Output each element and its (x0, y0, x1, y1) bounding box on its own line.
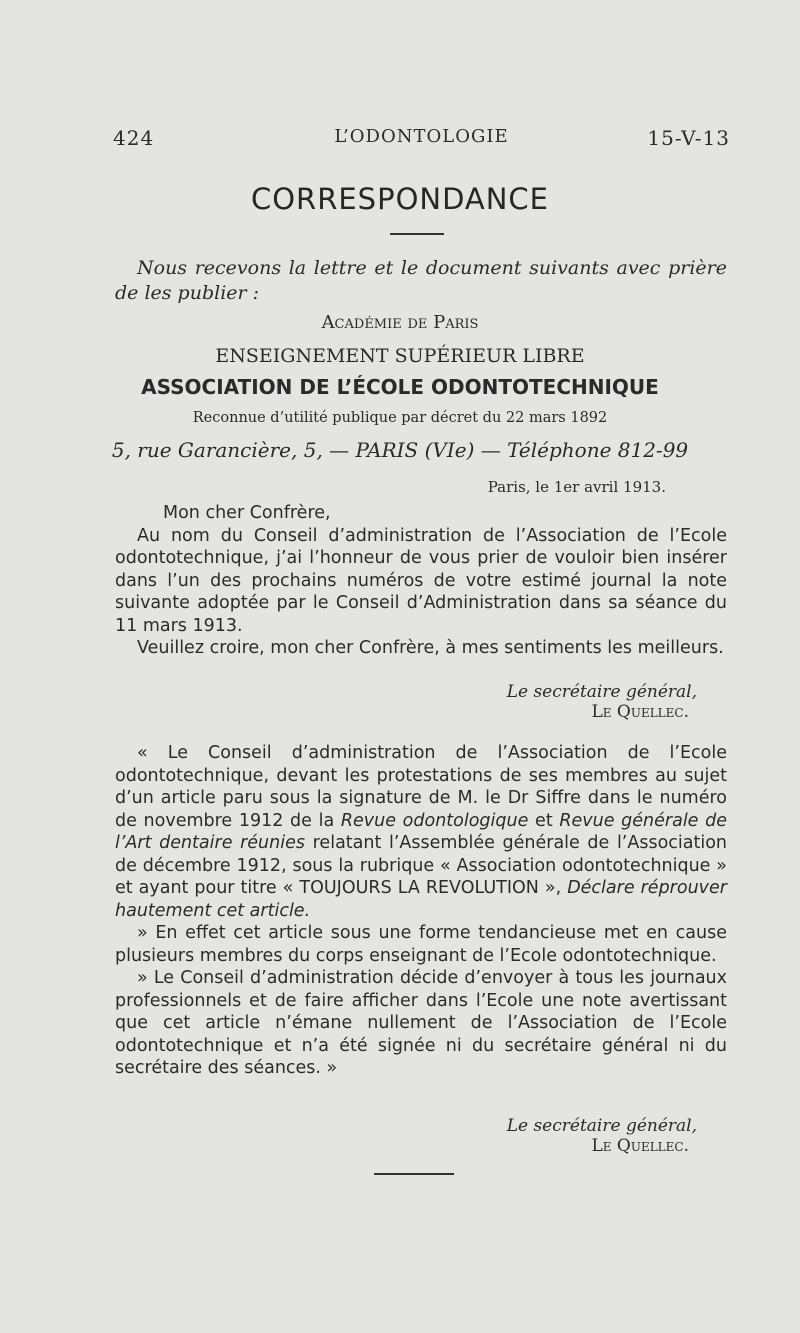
note-declaration: Déclare réprouver hautement cet article. (115, 878, 727, 921)
end-divider (374, 1173, 454, 1175)
journal-title: L’ODONTOLOGIE (334, 126, 509, 147)
note-text: relatant l’Assemblée générale de l’Association de décembre 1912, sous la rubrique « Association odontotechnique » et ayant pour titre « TOUJOURS LA REVOLUTION », (115, 833, 728, 898)
letter-paragraph: Au nom du Conseil d’administration de l’Association de l’Ecole odontotechnique, j’ai l’honneur de vous prier de vouloir bien insérer dans l’un des prochains numéros de votre estimé journal la note suivante adoptée par le Conseil d’Administration dans sa séance du 11 mars 1913. (115, 525, 727, 636)
note-text: « Le Conseil d’administration de l’Association de l’Ecole odontotechnique, devant les protestations de ses membres au sujet d’un article paru sous la signature de M. le Dr Siffre dans le numéro de novembre 1912 de la (115, 743, 727, 831)
note-paragraph-3: » Le Conseil d’administration décide d’envoyer à tous les journaux professionnels et de faire afficher dans l’Ecole une note avertissant que cet article n’émane nullement de l’Association de l’Ecole odontotechnique et n’a été signée ni du secrétaire général ni du secrétaire des séances. » (115, 968, 727, 1078)
running-header (113, 126, 730, 152)
note-body (115, 742, 727, 1080)
letter-closing: Veuillez croire, mon cher Confrère, à mes sentiments les meilleurs. (137, 638, 724, 658)
note-text: et (535, 810, 553, 831)
letter-body (115, 502, 727, 660)
signature-title: Le secrétaire général, (506, 1116, 697, 1136)
note-paragraph-2: » En effet cet article sous une forme tendancieuse met en cause plusieurs membres du corps enseignant de l’Ecole odontotechnique. (115, 923, 727, 966)
review-title: Revue générale de l’Art dentaire réunies (115, 810, 727, 853)
review-title: Revue odontologique (340, 810, 529, 831)
signature-name: Le Quellec. (591, 702, 689, 722)
title-divider (390, 233, 444, 235)
issue-date: 15-V-13 (647, 126, 730, 150)
note-signature (507, 1116, 697, 1156)
letterhead-academie: Académie de Paris (321, 312, 479, 333)
page-number: 424 (113, 126, 155, 150)
signature-name: Le Quellec. (591, 1136, 689, 1156)
letter-date: Paris, le 1er avril 1913. (487, 478, 666, 496)
letterhead-reconnue: Reconnue d’utilité publique par décret du 22 mars 1892 (192, 410, 608, 426)
intro-text: Nous recevons la lettre et le document suivants avec prière de les publier : (115, 257, 727, 304)
note-paragraph-1 (115, 742, 727, 922)
signature-title: Le secrétaire général, (506, 682, 697, 702)
section-title: CORRESPONDANCE (250, 182, 550, 216)
letterhead-address: 5, rue Garancière, 5, — PARIS (VIe) — Téléphone 812-99 (111, 438, 689, 462)
salutation: Mon cher Confrère, (163, 503, 331, 523)
letterhead-association: ASSOCIATION DE L’ÉCOLE ODONTOTECHNIQUE (141, 375, 659, 399)
letter-signature (507, 682, 697, 722)
letterhead-enseignement: ENSEIGNEMENT SUPÉRIEUR LIBRE (215, 345, 585, 367)
